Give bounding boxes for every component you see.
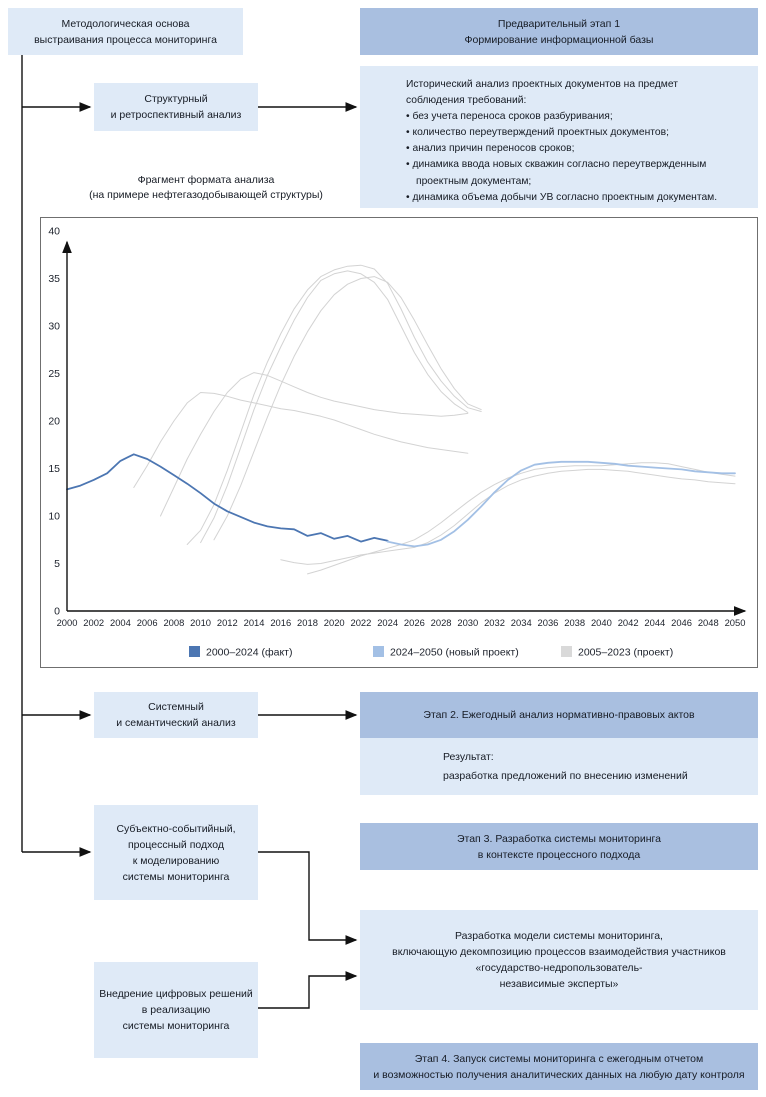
historical-analysis-details-box (360, 66, 758, 208)
method-structural-box (94, 83, 258, 131)
x-tick-label: 2046 (671, 617, 692, 628)
x-tick-label: 2050 (724, 617, 746, 628)
y-tick-label: 20 (48, 415, 60, 428)
y-tick-label: 0 (54, 605, 60, 618)
digital-line1: Внедрение цифровых решений (99, 988, 253, 1000)
model-line1: Разработка модели системы мониторинга, (455, 930, 663, 942)
arrow-subject-to-model (258, 852, 356, 940)
x-tick-label: 2006 (136, 617, 158, 628)
digital-line2: в реализацию (141, 1004, 211, 1016)
y-tick-label: 15 (48, 463, 60, 475)
chart-axes (67, 242, 745, 611)
legend-label: 2024–2050 (новый проект) (390, 646, 519, 659)
system-line2: и семантический анализ (116, 717, 236, 729)
x-tick-label: 2048 (697, 617, 719, 628)
chart-tick-labels (48, 226, 745, 629)
x-tick-label: 2026 (403, 617, 425, 628)
chart-caption-line2: (на примере нефтегазодобывающей структуры) (89, 189, 323, 201)
stage2-result-box (360, 738, 758, 795)
x-tick-label: 2032 (484, 617, 505, 628)
series-2000–2024 (факт) (67, 454, 388, 541)
stage2-result-line2: разработка предложений по внесению изменений (443, 769, 688, 782)
root-box-methodological-basis (8, 8, 243, 55)
x-tick-label: 2010 (190, 617, 212, 628)
legend-swatch (189, 646, 200, 657)
model-line3: «государство-недропользователь- (475, 962, 643, 974)
details-bullet: • без учета переноса сроков разбуривания; (406, 111, 613, 123)
prelim-line2: Формирование информационной базы (464, 33, 654, 46)
chart-series-lines (67, 265, 735, 574)
series-2005–2023 (проект) — вариант 3 (187, 265, 481, 544)
x-tick-label: 2030 (457, 617, 479, 628)
y-tick-label: 40 (48, 225, 60, 238)
subject-line4: системы мониторинга (122, 870, 230, 883)
series-2005–2023 (проект) — вариант 2 (161, 373, 468, 516)
stage2-label: Этап 2. Ежегодный анализ нормативно-правовых актов (423, 709, 695, 721)
series-2005–2023 (проект) — вариант 1 (134, 393, 468, 488)
y-tick-label: 30 (48, 320, 60, 333)
details-bullet: • анализ причин переносов сроков; (406, 143, 575, 155)
method-digital-solutions-box (94, 962, 258, 1058)
x-tick-label: 2016 (270, 617, 292, 628)
legend-swatch (561, 646, 572, 657)
monitoring-model-box (360, 910, 758, 1010)
x-tick-label: 2042 (617, 617, 639, 628)
stage2-header-box (360, 692, 758, 738)
digital-line3: системы мониторинга (122, 1020, 230, 1032)
stage3-header-box (360, 823, 758, 870)
production-line-chart (41, 218, 757, 667)
x-tick-label: 2028 (430, 617, 452, 628)
chart-caption (50, 173, 362, 203)
method-subject-event-box (94, 805, 258, 900)
details-bullet: • динамика объема добычи УВ согласно проектным документам. (406, 191, 718, 203)
series-2005–2023 (проект) — вариант 4 (201, 271, 468, 543)
x-tick-label: 2014 (243, 617, 265, 628)
stage2-result-line1: Результат: (443, 750, 494, 763)
subject-line3: к моделированию (132, 854, 220, 867)
x-tick-label: 2018 (297, 617, 318, 628)
stage4-line2: и возможностью получения аналитических данных на любую дату контроля (373, 1068, 745, 1081)
preliminary-stage-header-box (360, 8, 758, 55)
x-tick-label: 2002 (83, 617, 105, 628)
x-tick-label: 2044 (644, 617, 666, 628)
details-intro-line2: соблюдения требований: (406, 95, 527, 107)
x-tick-label: 2024 (377, 617, 399, 628)
x-tick-label: 2040 (590, 617, 612, 628)
stage4-line1: Этап 4. Запуск системы мониторинга с ежегодным отчетом (414, 1052, 704, 1065)
subject-line1: Субъектно-событийный, (116, 822, 236, 835)
prelim-line1: Предварительный этап 1 (497, 17, 621, 30)
model-line2: включающую декомпозицию процессов взаимодействия участников (392, 946, 726, 958)
legend-label: 2005–2023 (проект) (578, 646, 674, 659)
series-2005–2023 (проект) — вариант 6 (281, 469, 735, 564)
stage3-line2: в контексте процессного подхода (477, 848, 641, 861)
stage3-line1: Этап 3. Разработка системы мониторинга (456, 832, 661, 845)
legend-label: 2000–2024 (факт) (206, 646, 293, 659)
model-line4: независимые эксперты» (499, 978, 619, 990)
y-tick-label: 10 (48, 510, 60, 523)
x-tick-label: 2004 (110, 617, 131, 628)
subject-line2: процессный подход (127, 838, 225, 851)
y-tick-label: 25 (48, 368, 60, 380)
x-tick-label: 2038 (564, 617, 586, 628)
x-tick-label: 2020 (323, 617, 345, 628)
root-line2: выстраивания процесса мониторинга (34, 33, 217, 46)
details-bullet: • количество переутверждений проектных документов; (406, 127, 669, 139)
method-system-box (94, 692, 258, 738)
x-tick-label: 2000 (56, 617, 78, 628)
chart-legend (189, 646, 673, 659)
x-tick-label: 2036 (537, 617, 559, 628)
x-tick-label: 2012 (216, 617, 238, 628)
details-bullet: • динамика ввода новых скважин согласно переутвержденным проектным документам; (406, 159, 707, 187)
structural-line1: Структурный (144, 93, 208, 105)
x-tick-label: 2008 (163, 617, 185, 628)
x-tick-label: 2022 (350, 617, 372, 628)
legend-swatch (373, 646, 384, 657)
root-line1: Методологическая основа (61, 17, 190, 30)
series-2024–2050 (новый проект) (388, 462, 735, 547)
system-line1: Системный (148, 701, 204, 713)
details-intro-line1: Исторический анализ проектных документов на предмет (406, 79, 678, 90)
production-chart-frame (40, 217, 758, 668)
chart-caption-line1: Фрагмент формата анализа (137, 174, 275, 186)
y-tick-label: 35 (48, 273, 60, 285)
y-tick-label: 5 (54, 558, 60, 570)
stage4-header-box (360, 1043, 758, 1090)
structural-line2: и ретроспективный анализ (110, 109, 242, 121)
x-tick-label: 2034 (510, 617, 532, 628)
arrow-digital-to-model (258, 976, 356, 1008)
